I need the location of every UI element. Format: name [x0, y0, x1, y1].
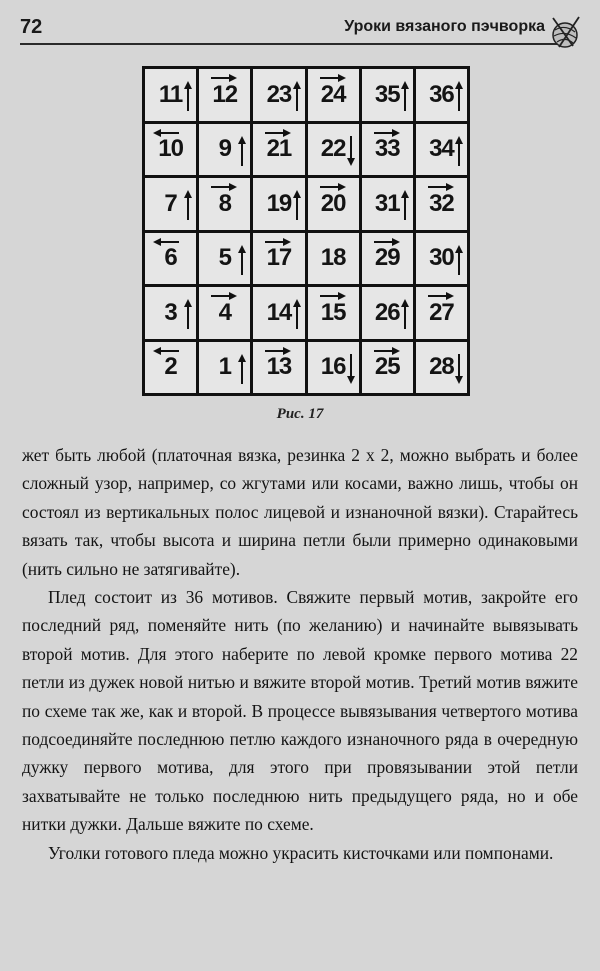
motif-number: 4: [218, 298, 231, 326]
header-rule: [20, 43, 565, 45]
motif-number: 3: [164, 298, 177, 326]
motif-number: 22: [320, 135, 346, 163]
arrow-up-icon: [238, 136, 246, 166]
motif-cell: [362, 124, 413, 176]
motif-number: 18: [320, 244, 346, 272]
motif-cell: [308, 69, 359, 121]
motif-cell: [416, 178, 467, 230]
motif-number: 1: [218, 353, 231, 381]
motif-cell: [199, 124, 250, 176]
arrow-up-icon: [401, 299, 409, 329]
arrow-up-icon: [238, 245, 246, 275]
arrow-up-icon: [455, 245, 463, 275]
motif-number: 6: [164, 244, 177, 272]
motif-number: 33: [374, 135, 400, 163]
motif-cell: [199, 178, 250, 230]
body-text: [22, 441, 578, 867]
motif-number: 26: [374, 298, 400, 326]
motif-cell: [145, 342, 196, 394]
arrow-down-icon: [347, 354, 355, 384]
motif-number: 21: [266, 135, 292, 163]
motif-cell: [253, 124, 304, 176]
running-title: Уроки вязаного пэчворка: [338, 18, 545, 36]
motif-number: 9: [218, 135, 231, 163]
figure-caption: Рис. 17: [276, 406, 324, 422]
motif-number: 8: [218, 189, 231, 217]
motif-cell: [362, 233, 413, 285]
motif-number: 20: [320, 189, 346, 217]
motif-cell: [308, 124, 359, 176]
arrow-up-icon: [184, 190, 192, 220]
arrow-down-icon: [347, 136, 355, 166]
motif-cell: [145, 124, 196, 176]
motif-cell: [199, 69, 250, 121]
motif-cell: [199, 233, 250, 285]
motif-number: 32: [429, 189, 454, 217]
motif-number: 35: [374, 80, 400, 108]
motif-number: 16: [320, 353, 346, 381]
motif-number: 29: [374, 244, 400, 272]
motif-number: 2: [164, 353, 177, 381]
motif-cell: [362, 287, 413, 339]
arrow-up-icon: [184, 299, 192, 329]
motif-cell: [416, 287, 467, 339]
motif-diagram: [142, 66, 470, 396]
motif-number: 5: [218, 244, 231, 272]
motif-cell: [253, 342, 304, 394]
paragraph-assembly: Плед состоит из 36 мотивов. Свяжите первый мотив, закройте его последний ряд, поменяйте нить (по желанию) и начинайте вывязывать второй мотив. Для этого наберите по левой кромке первого мотива 22 петли из дужек новой нитью и вяжите второй мотив. Третий мотив вяжите по схеме так же, как и второй. В процессе вывязывания четвертого мотива подсоединяйте последнюю петлю каждого изнаночного ряда в очередную дужку первого мотива, для этого при провязывании этой петли захватывайте не только последнюю нить предыдущего ряда, но и обе нитки дужки. Дальше вяжите по схеме.: [22, 587, 578, 835]
motif-number: 19: [266, 189, 292, 217]
motif-cell: [199, 287, 250, 339]
arrow-up-icon: [401, 190, 409, 220]
motif-cell: [253, 69, 304, 121]
motif-cell: [253, 287, 304, 339]
motif-cell: [308, 287, 359, 339]
motif-cell: [145, 69, 196, 121]
motif-cell: [416, 69, 467, 121]
motif-cell: [308, 342, 359, 394]
motif-number: 13: [266, 353, 292, 381]
motif-number: 15: [320, 298, 346, 326]
motif-number: 10: [158, 135, 183, 163]
arrow-up-icon: [184, 81, 192, 111]
page-number: 72: [20, 16, 43, 38]
arrow-up-icon: [455, 81, 463, 111]
arrow-up-icon: [455, 136, 463, 166]
motif-cell: [362, 69, 413, 121]
motif-cell: [199, 342, 250, 394]
motif-cell: [416, 124, 467, 176]
motif-number: 36: [429, 80, 454, 108]
motif-cell: [145, 178, 196, 230]
motif-number: 30: [429, 244, 454, 272]
motif-number: 23: [266, 80, 292, 108]
paragraph-finishing: Уголки готового пледа можно украсить кисточками или помпонами.: [48, 842, 554, 863]
motif-number: 24: [320, 80, 346, 108]
arrow-up-icon: [401, 81, 409, 111]
motif-number: 17: [266, 244, 292, 272]
motif-cell: [416, 233, 467, 285]
motif-number: 12: [212, 80, 238, 108]
arrow-up-icon: [293, 190, 301, 220]
motif-cell: [253, 178, 304, 230]
motif-number: 7: [164, 189, 177, 217]
motif-cell: [253, 233, 304, 285]
arrow-down-icon: [455, 354, 463, 384]
motif-number: 27: [429, 298, 454, 326]
motif-number: 34: [429, 135, 454, 163]
motif-cell: [308, 233, 359, 285]
motif-number: 14: [266, 298, 292, 326]
motif-grid: [142, 66, 470, 396]
arrow-up-icon: [238, 354, 246, 384]
motif-number: 31: [374, 189, 400, 217]
motif-cell: [416, 342, 467, 394]
motif-cell: [145, 287, 196, 339]
paragraph-continued: жет быть любой (платочная вязка, резинка 2 х 2, можно выбрать и более сложный узор, например, со жгутами или косами, важно лишь, чтобы он состоял из вертикальных полос лицевой и изнаночной вязки). Старайтесь вязать так, чтобы высота и ширина петли были примерно одинаковыми (нить сильно не затягивайте).: [22, 445, 578, 579]
arrow-up-icon: [293, 299, 301, 329]
motif-number: 28: [429, 353, 454, 381]
arrow-up-icon: [293, 81, 301, 111]
motif-cell: [308, 178, 359, 230]
motif-cell: [362, 178, 413, 230]
motif-cell: [362, 342, 413, 394]
yarn-ball-icon: [545, 14, 585, 50]
motif-number: 25: [374, 353, 400, 381]
motif-number: 11: [158, 80, 183, 108]
page-header: [20, 14, 585, 48]
motif-cell: [145, 233, 196, 285]
